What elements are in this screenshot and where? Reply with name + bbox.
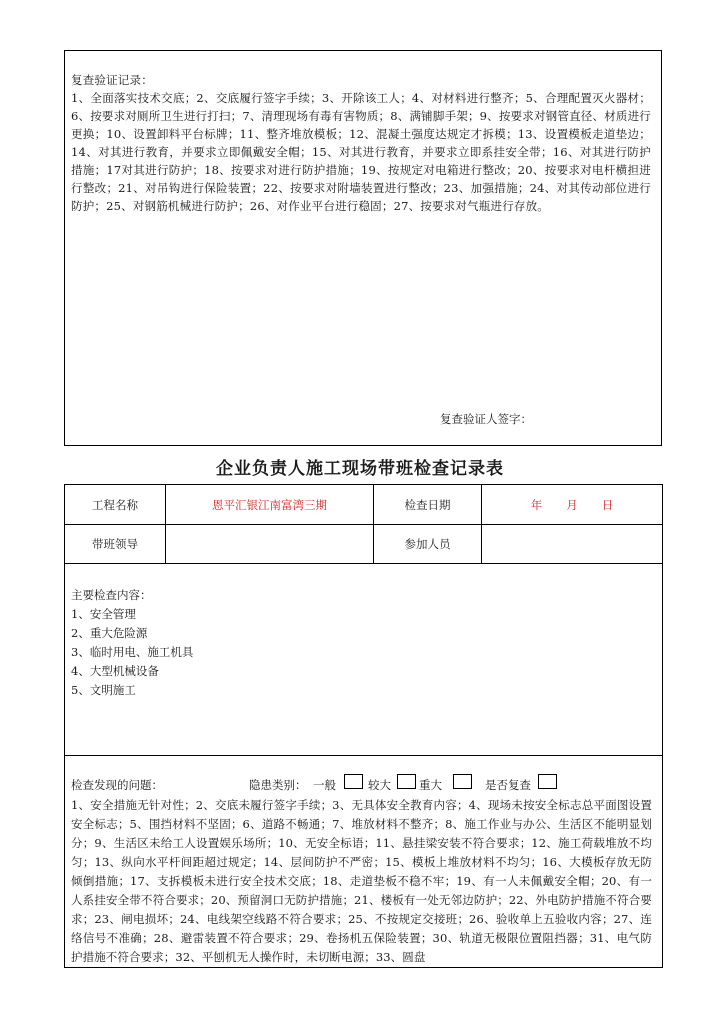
issues-body: 1、安全措施无针对性；2、交底未履行签字手续；3、无具体安全教育内容；4、现场未按安全标志总平面图设置安全标志；5、围挡材料不坚固；6、道路不畅通；7、堆放材料不整齐；8、施工作业与办公、生活区不能明显划分；9、生活区未给工人设置娱乐场所；10、无安全标语；11、悬挂梁安装不符合要求；12、施工荷载堆放不均匀；13、纵向水平杆间距超过规定；14、层间防护不严密；15、模板上堆放材料不均匀；16、大模板存放无防倾倒措施；17、支拆模板未进行安全技术交底；18、走道垫板不稳不牢；19、有一人未佩戴安全帽；20、有一人系挂安全带不符合要求；20、预留洞口无防护措施；21、楼板有一处无邻边防护；22、外电防护措施不符合要求；23、闸电损坏；24、电线架空线路不符合要求；25、不按规定交接班；26、验收单上五验收内容；27、连络信号不准确；28、避雷装置不符合要求；29、卷扬机五保险装置；30、轨道无极限位置阻挡器；31、电气防护措施不符合要求；32、平刨机无人操作时，未切断电源；33、圆盘 <box>71 798 652 964</box>
issues-found <box>65 756 663 968</box>
option-major-label: 重大 <box>419 778 442 792</box>
review-record-title: 复查验证记录： <box>71 73 153 87</box>
option-major-checkbox[interactable] <box>453 774 472 789</box>
content-title: 主要检查内容： <box>71 588 152 602</box>
main-check-content <box>65 564 663 756</box>
date-day: 日 <box>601 497 614 512</box>
project-name-label: 工程名称 <box>65 485 166 525</box>
project-name-value[interactable]: 恩平汇银江南富湾三期 <box>166 485 374 525</box>
review-record-box <box>64 50 662 446</box>
option-larger-checkbox[interactable] <box>397 774 416 789</box>
form-row-issues <box>65 756 663 968</box>
content-item: 3、临时用电、施工机具 <box>71 645 194 659</box>
participants-value[interactable] <box>482 525 663 564</box>
leader-label: 带班领导 <box>65 525 166 564</box>
check-date-label: 检查日期 <box>374 485 482 525</box>
content-item: 5、文明施工 <box>71 683 136 697</box>
inspection-form-table <box>64 484 663 968</box>
date-month: 月 <box>566 497 578 512</box>
form-row-content <box>65 564 663 756</box>
form-row-leader <box>65 525 663 564</box>
leader-value[interactable] <box>166 525 374 564</box>
option-general-checkbox[interactable] <box>344 774 363 789</box>
content-item: 1、安全管理 <box>71 607 136 621</box>
content-item: 2、重大危险源 <box>71 626 148 640</box>
date-year: 年 <box>530 497 543 512</box>
form-title: 企业负责人施工现场带班检查记录表 <box>216 459 504 479</box>
option-recheck-checkbox[interactable] <box>538 774 557 789</box>
option-recheck-label: 是否复查 <box>485 778 531 792</box>
content-item: 4、大型机械设备 <box>71 664 159 678</box>
option-general-label: 一般 <box>313 778 336 792</box>
issues-header <box>65 774 662 794</box>
check-date-value[interactable] <box>482 485 663 525</box>
form-row-project <box>65 485 663 525</box>
participants-label: 参加人员 <box>374 525 482 564</box>
option-larger-label: 较大 <box>368 778 391 792</box>
review-record-body: 1、全面落实技术交底；2、交底履行签字手续；3、开除该工人；4、对材料进行整齐；5、合理配置灭火器材；6、按要求对厕所卫生进行打扫；7、清理现场有毒有害物质；8、满铺脚手架；9、按要求对钢管直径、材质进行更换；10、设置卸料平台标牌；11、整齐堆放模板；12、混凝土强度达规定才拆模；13、设置模板走道垫边；14、对其进行教育，并要求立即佩戴安全帽；15、对其进行教育，并要求立即系挂安全带；16、对其进行防护措施；17对其进行防护；18、按要求对进行防护措施；19、按规定对电箱进行整改；20、按要求对电杆横担进行整改；21、对吊钩进行保险装置；22、按要求对附墙装置进行整改；23、加强措施；24、对其传动部位进行防护；25、对钢筋机械进行防护；26、对作业平台进行稳固；27、按要求对气瓶进行存放。 <box>71 91 651 213</box>
hazard-category-label: 隐患类别： <box>249 778 307 792</box>
review-signature-label: 复查验证人签字： <box>440 412 532 426</box>
issues-label: 检查发现的问题： <box>71 778 163 792</box>
